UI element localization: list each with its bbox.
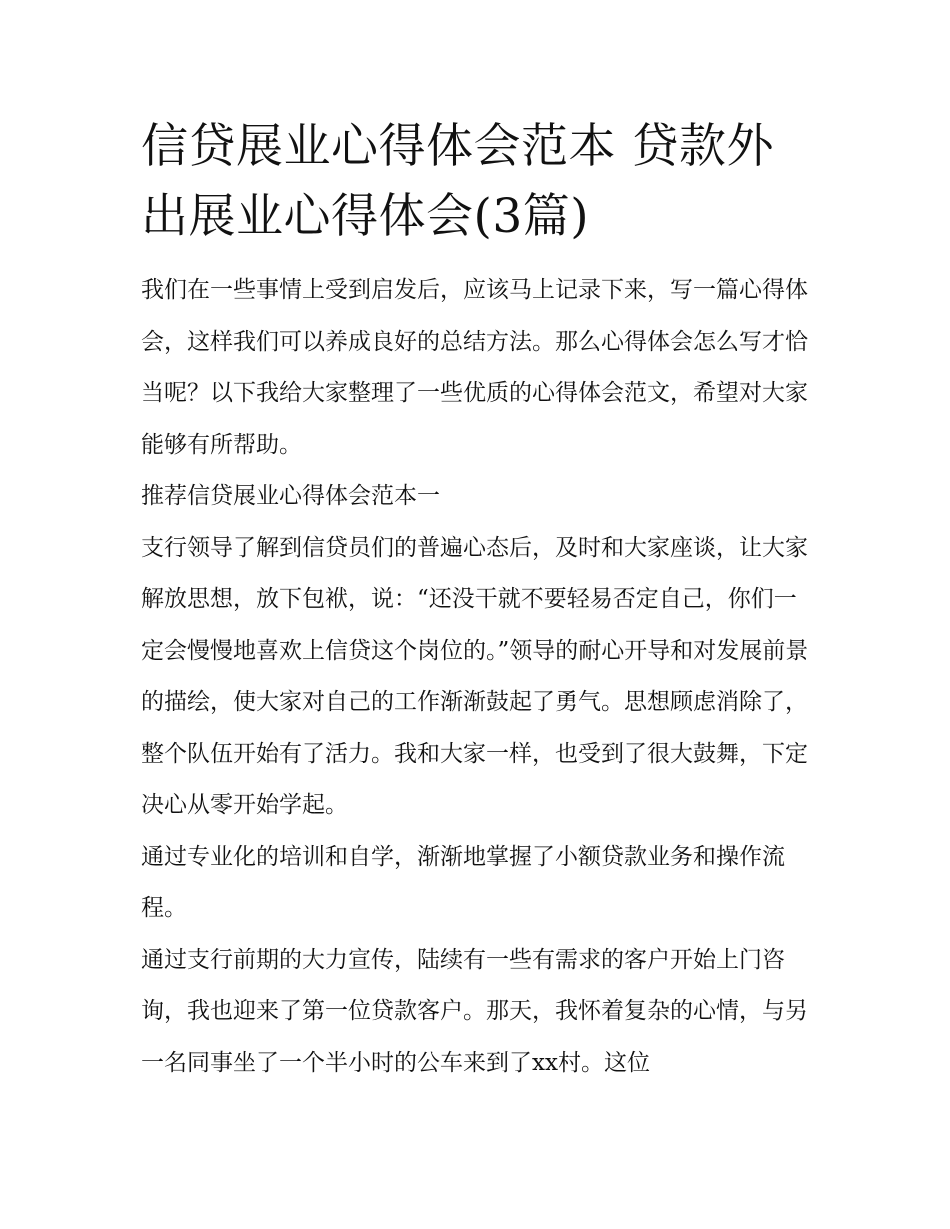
document-title: 信贷展业心得体会范本 贷款外出展业心得体会(3篇)	[141, 119, 774, 244]
intro-paragraph: 我们在一些事情上受到启发后，应该马上记录下来，写一篇心得体会，这样我们可以养成良好的总结方法。那么心得体会怎么写才恰当呢？以下我给大家整理了一些优质的心得体会范文，希望对大家能够有所帮助。	[141, 277, 808, 458]
body-paragraph: 通过专业化的培训和自学，渐渐地掌握了小额贷款业务和操作流程。	[141, 843, 785, 921]
section-heading: 推荐信贷展业心得体会范本一	[141, 483, 440, 509]
body-paragraph: 通过支行前期的大力宣传，陆续有一些有需求的客户开始上门咨询，我也迎来了第一位贷款客户。那天，我怀着复杂的心情，与另一名同事坐了一个半小时的公车来到了xx村。这位	[141, 946, 808, 1076]
body-paragraph: 支行领导了解到信贷员们的普遍心态后，及时和大家座谈，让大家解放思想，放下包袱，说：“还没干就不要轻易否定自己，你们一定会慢慢地喜欢上信贷这个岗位的。”领导的耐心开导和对发展前景的描绘，使大家对自己的工作渐渐鼓起了勇气。思想顾虑消除了，整个队伍开始有了活力。我和大家一样，也受到了很大鼓舞，下定决心从零开始学起。	[141, 534, 809, 818]
document-body	[141, 112, 813, 1089]
